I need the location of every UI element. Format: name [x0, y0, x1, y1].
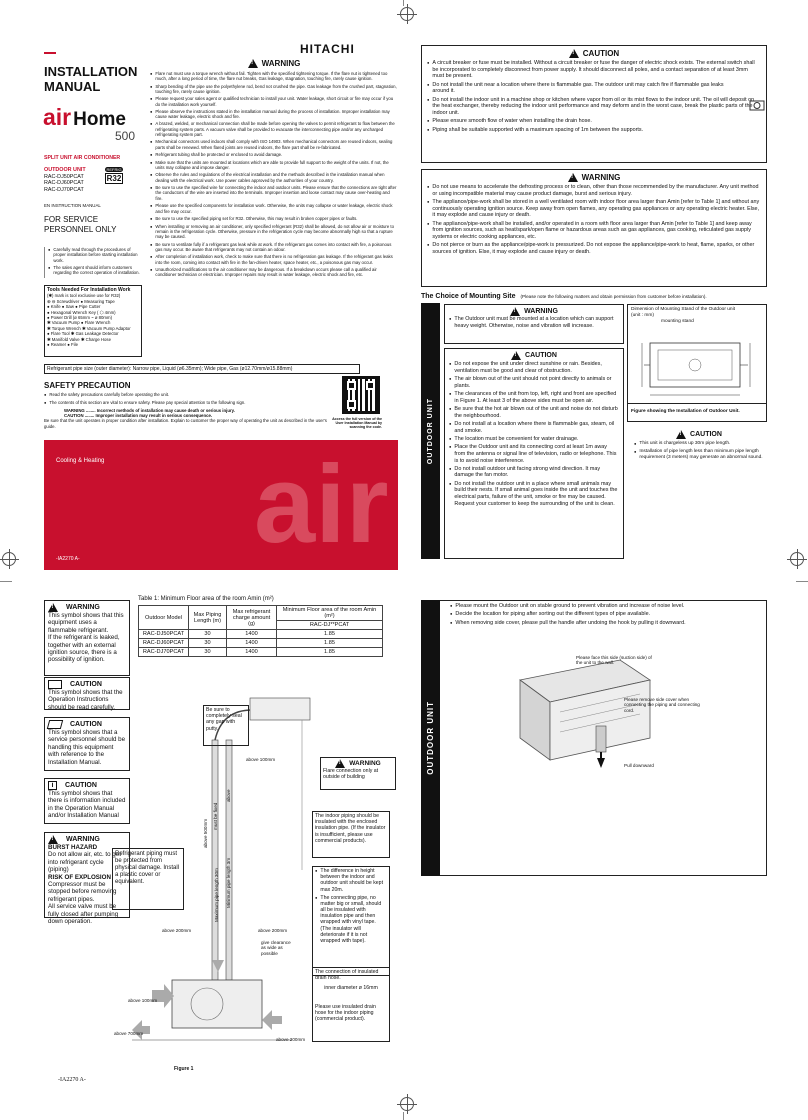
caution-icon — [676, 430, 686, 439]
red-dash — [44, 52, 56, 54]
dim-label: Minimum pipe length 3m — [226, 857, 231, 908]
warning-icon — [335, 759, 345, 768]
registration-mark — [2, 552, 16, 566]
warning-icon — [48, 835, 58, 844]
warning-item: ● A brazed, welded, or mechanical connection shall be made before opening the valves to permit refrigerant to flow between the refrigerating system parts. A vacuum valve shall be provided to evacuate the interconnecting pipe and/or any uncharged refrigerating system part. — [150, 121, 398, 137]
banner-text: Cooling & Heating — [56, 458, 105, 464]
dim-label: above 200mm — [276, 1037, 306, 1042]
dim-label: above 100mm — [246, 757, 276, 762]
book-icon — [48, 680, 62, 689]
indoor-pipe-note: The indoor piping should be insulated with the enclosed insulation pipe. (If the insulator is insufficient, please use commercial products). — [312, 811, 390, 858]
qr-caption: Access the full version of the User Installation Manual by scanning the code. — [332, 417, 382, 430]
cover-banner — [44, 440, 398, 570]
table1-caption: Table 1: Minimum Floor area of the room Amin (m²) — [138, 596, 274, 602]
mounting-title: The Choice of Mounting Site (Please note the following matters and obtain permission from customer before installation). — [421, 293, 707, 300]
warning-item: ● Make sure that the units are mounted at locations which are able to provide full support to the weight of the units. If not, the units may collapse and impose danger. — [150, 160, 398, 171]
warning-item: ● Observe the rules and regulations of the electrical installation and the methods described in the installation manual when dealing with the electrical work. Use power cables approved by the authorities of your country. — [150, 172, 398, 183]
warning-item: ● Flare nut must use a torque wrench without fail. Tighten with the specified tightening torque. If the flare nut is tightened too much, after a long period of time, the flare nut breaks, Gas leakage, stagnation, touching fire, rarely cause ignition. — [150, 71, 398, 82]
mount-warning-box: ! WARNING ● The Outdoor unit must be mounted at a location which can support heavy weight. Otherwise, noise and vibration will increase. — [444, 304, 624, 344]
caution-item: ● Place the Outdoor unit and its connecting cord at least 1m away from the antenna or signal line of television, radio or telephone. This is to avoid noise interference. — [449, 444, 619, 464]
drain-hose-box: The connection of insulated drain hose. inner diameter ø 16mm Please use insulated drain hose for the indoor piping (commercial product). — [312, 967, 390, 1042]
warning-item: ● Refrigerant tubing shall be protected or enclosed to avoid damage. — [150, 152, 398, 158]
burst-hazard-box: ! WARNING BURST HAZARD Do not allow air, etc. to get into refrigerant cycle (piping) RISK OF EXPLOSION Compressor must be stopped before removing refrigerant pipes. All service valve must be fully closed after pumping down operation. — [44, 832, 130, 918]
pipe-size-note: Refrigerant pipe size (outer diameter): Narrow pipe, Liquid (ø6.35mm); Wide pipe, Gas (ø12.70mm/ø15.88mm) — [44, 364, 360, 374]
manual-title: INSTALLATION MANUAL — [44, 64, 138, 94]
dim-label: must be fixed — [213, 802, 218, 830]
figure1-caption: Figure 1 — [174, 1066, 194, 1072]
height-difference-note: ● The difference in height between the indoor and outdoor unit should be kept max 20m. ● The connecting pipe, no matter big or small, should all be insulated with insulation pipe and then wrapped with vinyl tape. (The insulator will deteriorate if it is not wrapped with tape). — [312, 866, 390, 976]
side-cover-label: Please remove side cover when connecting the piping and connecting cord. — [624, 697, 700, 713]
r32-badge: REFRIG R32 — [106, 167, 122, 183]
flare-warning-box: ! WARNING Flare connection only at outside of building — [320, 757, 396, 790]
suction-side-label: Please face this side (suction side) of the unit to the wall. — [576, 655, 652, 666]
symbol-warning-box: ! WARNING This symbol shows that this equipment uses a flammable refrigerant. If the refrigerant is leaked, together with an external ignition source, there is a possibility of ignition. — [44, 600, 130, 676]
banner-code: -IA2270 A- — [56, 556, 80, 562]
warning-item: ● Mechanical connectors used indoors shall comply with ISO 14903. When mechanical connectors are reused indoors, sealing parts shall be renewed. When flared joints are reused indoors, the flare part shall be re-fabricated. — [150, 139, 398, 150]
airhome-logo: air Home — [43, 104, 126, 130]
outdoor-mount-box: ● Please mount the Outdoor unit on stable ground to prevent vibration and increase of noise level. ● Decide the location for piping after sorting out the different types of pipe available. ● When removing side cover, please pull the handle after undoing the hook by pulling it downward. — [421, 600, 767, 876]
mounting-dimension-box: Dimension of Mounting Stand of the Outdoor unit (unit : mm) mounting stand — [627, 304, 767, 422]
warning-box-top: ! WARNING ● Do not use means to accelerate the defrosting process or to clean, other than those recommended by the manufacturer. Any unit method or using incompatible material may cause product damage, burst and serious injury. ● The appliance/pipe-work shall be stored in a well ventilated room with indoor floor area larger than Amin [refer to Table 1] and without any continuously operating ignition source. Keep away from open flames, any operating gas appliances or any operating electric heater. Else, it may explode and cause injury or death. ● The appliance/pipe-work shall be installed, and/or operated in a room with floor area larger than Amin [refer to Table 1] and keep away from ignition sources, such as heat/spark/open flame or hazardous areas such as gas appliances, gas cooking, reticulated gas supply systems or electric cooking appliances, etc. ● Do not pierce or burn as the appliance/pipe-work is pressurized. Do not expose the appliance/pipe-work to heat, flame, sparks, or other sources of ignition. Else, it may explode and cause injury or death. — [421, 169, 767, 287]
caution-item: ● The location must be convenient for water drainage. — [449, 436, 619, 443]
warning-item: ● Be sure to use the specified wire for connecting the indoor and outdoor units. Please ensure that the connections are tight after the conductors of the wire are inserted into the terminals. Improper insertion and loose contact may cause over-heating and fire. — [150, 185, 398, 201]
wrench-book-icon — [47, 720, 63, 729]
warning-column: ! WARNING ● Flare nut must use a torque wrench without fail. Tighten with the specified tightening torque. If the flare nut is tightened too much, after a long period of time, the flare nut breaks, Gas leakage, stagnation, touching fire, rarely cause ignition. ● Sharp bending of the pipe use the polyethylene rod, bend not crushed the pipe. Gas leakage from the crushed part, stagnation, touching fire, rarely cause ignition. ● Please request your sales agent or qualified technician to install your unit. Water leakage, short circuit or fire may occur if you do the installation work yourself. ● Please observe the instructions stated in the installation manual during the process of installation. Improper installation may cause water leakage, electric shock and fire. ● A brazed, welded, or mechanical connection shall be made before opening the valves to permit refrigerant to flow between the refrigerating system parts. A vacuum valve shall be provided to evacuate the interconnecting pipe and/or any uncharged refrigerating system part. ● Mechanical connectors used indoors shall comply with ISO 14903. When mechanical connectors are reused indoors, sealing parts shall be renewed. When flared joints are reused indoors, the flare part shall be re-fabricated. ● Refrigerant tubing shall be protected or enclosed to avoid damage. ● Make sure that the units are mounted at locations which are able to provide full support to the weight of the units. If not, the units may collapse and impose danger. ● Observe the rules and regulations of the electrical installation and the methods described in the installation manual when dealing with the electrical work. Use power cables approved by the authorities of your country. ● Be sure to use the specified wire for connecting the indoor and outdoor units. Please ensure that the connections are tight after the conductors of the wire are inserted into the terminals. Improper insertion and loose contact may cause over-heating and fire. ● Please use the specified components for installation work. Otherwise, the units may collapse or water leakage, electric shock and fire may occur. ● Be sure to use the specified piping set for R32. Otherwise, this may result in broken copper pipes or faults. ● When installing or removing an air conditioner, only specified refrigerant (R32) shall be allowed, do not allow air or moisture to remain in the refrigeration cycle. Otherwise, pressure in the refrigeration cycle may become abnormally high so that a rupture may be caused. ● Be sure to ventilate fully if a refrigerant gas leak while at work. If the refrigerant gas comes into contact with fire, a poisonous gas may occur. Be aware that refrigerants may not contain an odour. ● After completion of installation work, check to make sure that there is no refrigeration gas leakage. If the refrigerant gas leaks into the room, coming into contact with fire in the fan-driven heater, space heater, etc., a poisonous gas may occur. ● Unauthorized modifications to the air conditioner may be dangerous. If a breakdown occurs please call a qualified air conditioner technician or electrician. Improper repairs may result in water leakage, electric shock and fire, etc. — [150, 59, 398, 279]
product-subtitle: SPLIT UNIT AIR CONDITIONER — [44, 155, 121, 161]
mount-caution2: ! CAUTION ● This unit is chargeless up 30m pipe length. ● Installation of pipe length less than minimum pipe length requirement (3 meters) may generate an abnormal sound. — [634, 430, 764, 462]
banner-air: air — [254, 443, 389, 566]
registration-mark — [790, 552, 804, 566]
table-row: RAC-DJ50PCAT 30 1400 1.85 — [139, 630, 383, 639]
symbol-caution-info: i CAUTION This symbol shows that there is information included in the Operation Manual and/or Installation Manual — [44, 778, 130, 824]
outdoor-unit-sidebar: OUTDOOR UNIT — [421, 600, 440, 876]
warning-item: ● Please observe the instructions stated in the installation manual during the process of installation. Improper installation may cause water leakage, electric shock and fire. — [150, 109, 398, 120]
caution-item: ● The clearances of the unit from top, left, right and front are specified in Figure 1. At least 3 of the above sides must be open air. — [449, 391, 619, 404]
symbol-caution-manual: CAUTION This symbol shows that the Operation Instructions should be read carefully. — [44, 677, 130, 710]
warning-icon — [248, 59, 258, 68]
warning-item: ● Please request your sales agent or qualified technician to install your unit. Water leakage, short circuit or fire may occur if you do the installation work yourself. — [150, 96, 398, 107]
warning-item: ● Please use the specified components for installation work. Otherwise, the units may collapse or water leakage, electric shock and fire may occur. — [150, 203, 398, 214]
caution-item: ● Do not install the outdoor unit in a place where small animals may build their nests. If small animal goes inside the unit and touches the electrical parts, failure of the unit, smoke or fire may be caused. Request your customer to keep the surrounding of the unit is clean. — [449, 481, 619, 507]
document-code: -IA2270 A- — [58, 1077, 86, 1083]
table-row: RAC-DJ60PCAT 30 1400 1.85 — [139, 639, 383, 648]
caution-item: ● Do not install at a location where there is flammable gas, steam, oil and smoke. — [449, 421, 619, 434]
gas-hazard-icon — [748, 98, 766, 112]
min-floor-area-table: Outdoor Model Max Piping Length (m) Max refrigerant charge amount (g) Minimum Floor area of the room Amin (m²) RAC-DJ**PCAT RAC-DJ50PCAT 30 1400 1.85 RAC-DJ60PCAT 30 1400 1.85 RAC-DJ70PCAT 30 1400 1.85 — [138, 605, 383, 657]
model-list: OUTDOOR UNIT RAC-DJ50PCAT RAC-DJ60PCAT RAC-DJ70PCAT — [44, 167, 86, 193]
warning-item: ● When installing or removing an air conditioner, only specified refrigerant (R32) shall be allowed, do not allow air or moisture to remain in the refrigeration cycle. Otherwise, pressure in the refrigeration cycle may become abnormally high so that a rupture may be caused. — [150, 224, 398, 240]
registration-mark — [400, 7, 414, 21]
dim-label: above 500mm — [203, 818, 208, 848]
install-notes: ● Carefully read through the procedures of proper installation before starting installation work. ● The sales agent should inform customers regarding the correct operation of installation. — [44, 247, 142, 278]
language-label: EN INSTRUCTION MANUAL — [44, 203, 101, 208]
safety-text: ● Read the safety precautions carefully before operating the unit. ● The contents of this section are vital to ensure safety. Please pay special attention to the following sign. WARNING ........ Incorrect methods of installation may cause death or serious injury. CAUTION ........ Improper installation may result in serious consequence. Be sure that the unit operates in proper condition after installation. Explain to customer the proper way of operating the unit as described in the user's guide. — [44, 392, 334, 429]
service-note: FOR SERVICE PERSONNEL ONLY — [44, 215, 117, 234]
dim-label: Maximum pipe length 30m — [214, 868, 219, 922]
caution-item: ● Do not expose the unit under direct sunshine or rain. Besides, ventilation must be good and clear of obstruction. — [449, 361, 619, 374]
caution-item: ● Be sure that the hot air blown out of the unit and noise do not disturb the neighbourhood. — [449, 406, 619, 419]
warning-item: ● After completion of installation work, check to make sure that there is no refrigeration gas leakage. If the refrigerant gas leaks into the room, coming into contact with fire in the fan-driven heater, space heater, etc., a poisonous gas may occur. — [150, 254, 398, 265]
caution-icon — [569, 49, 579, 58]
dim-label: above 100mm — [128, 998, 158, 1003]
dim-label: above 200mm — [258, 928, 288, 933]
dim-label: above 700mm — [114, 1031, 144, 1036]
dim-label: above — [226, 789, 231, 802]
qr-code — [342, 376, 380, 414]
warning-item: ● Be sure to use the specified piping set for R32. Otherwise, this may result in broken copper pipes or faults. — [150, 216, 398, 222]
symbol-caution-service: CAUTION This symbol shows that a service personnel should be handling this equipment with reference to the Installation Manual. — [44, 717, 130, 771]
warning-item: ● Unauthorized modifications to the air conditioner may be dangerous. If a breakdown occurs please call a qualified air conditioner technician or electrician. Improper repairs may result in water leakage, electric shock and fire, etc. — [150, 267, 398, 278]
refrigerant-protect-note: Refrigerant piping must be protected from physical damage. Install a plastic cover or equivalent. — [112, 848, 184, 910]
caution-item: ● The air blown out of the unit should not point directly to animals or plants. — [449, 376, 619, 389]
flammable-icon — [48, 603, 58, 612]
dim-label: give clearance as wide as possible — [261, 940, 291, 956]
registration-mark — [400, 1097, 414, 1111]
hitachi-logo: HITACHI — [300, 42, 355, 56]
figure-caption-mount: Figure showing the Installation of Outdoor Unit. — [627, 403, 767, 422]
caution-item: ● Do not install outdoor unit facing strong wind direction. It may damage the fan motor. — [449, 466, 619, 479]
warning-item: ● Be sure to ventilate fully if a refrigerant gas leak while at work. If the refrigerant gas comes into contact with fire, a poisonous gas may occur. Be aware that refrigerants may not contain an odour. — [150, 242, 398, 253]
dim-label: above 200mm — [162, 928, 192, 933]
warning-icon — [510, 307, 520, 316]
table-row: RAC-DJ70PCAT 30 1400 1.85 — [139, 648, 383, 657]
seal-putty-note: Be sure to completely seal any gap with putty. — [203, 705, 249, 746]
warning-item: ● Sharp bending of the pipe use the polyethylene rod, bend not crushed the pipe. Gas leakage from the crushed part, stagnation, touching fire, rarely cause ignition. — [150, 84, 398, 95]
safety-title: SAFETY PRECAUTION — [44, 381, 131, 390]
caution-icon — [511, 351, 521, 360]
logo-500: 500 — [115, 129, 136, 143]
tools-box: Tools Needed For Installation Work (✱) mark is tool exclusive use for R32) ⊕ ⊖ Screwdriver ● Measuring Tape ● Knife ● Saw ● Pipe Cutter ● Hexagonal Wrench Key ( ⬡ 4mm) ● Power Drill (ø 65mm ~ ø 80mm) ✱ Vacuum Pump ● Flare Wrench ✱ Torque Wrench ✱ Vacuum Pump Adaptor ● Flare Tool ✱ Gas Leakage Detector ✱ Manifold Valve ✱ Charge Hose ● Reamer ● File — [44, 285, 142, 357]
caution-box-top: ! CAUTION ● A circuit breaker or fuse must be installed. Without a circuit breaker or fuse the danger of electric shock exists. The external switch shall be incorporated to completely disconnect from power supply. It should disconnect all poles, and a contact separation of at least 3mm must be present. ● Do not install the unit near a location where there is flammable gas. The outdoor unit may catch fire if flammable gas leaks around it. ● Do not install the indoor unit in a machine shop or kitchen where vapor from oil or its mist flows to the indoor unit. The oil will deposit on the heat exchanger, thereby reducing the indoor unit performance and may deform and in the worst case, break the plastic parts of the indoor unit. ● Please ensure smooth flow of water when installing the drain hose. ● Piping shall be suitable supported with a maximum spacing of 1m between the supports. — [421, 45, 767, 163]
outdoor-unit-sidebar: OUTDOOR UNIT — [421, 303, 440, 559]
pull-downward-label: Pull downward — [624, 763, 654, 768]
warning-icon — [568, 173, 578, 182]
info-icon: i — [48, 781, 57, 790]
mount-caution-box: ! CAUTION ● Do not expose the unit under direct sunshine or rain. Besides, ventilation must be good and clear of obstruction. ● The air blown out of the unit should not point directly to animals or plants. ● The clearances of the unit from top, left, right and front are specified in Figure 1. At least 3 of the above sides must be open air. ● Be sure that the hot air blown out of the unit and noise do not disturb the neighbourhood. ● Do not install at a location where there is flammable gas, steam, oil and smoke. ● The location must be convenient for water drainage. ● Place the Outdoor unit and its connecting cord at least 1m away from the antenna or signal line of television, radio or telephone. This is to avoid noise interference. ● Do not install outdoor unit facing strong wind direction. It may damage the fan motor. ● Do not install the outdoor unit in a place where small animals may build their nests. If small animal goes inside the unit and touches the electrical parts, failure of the unit, smoke or fire may be caused. Request your customer to keep the surrounding of the unit is clean. — [444, 348, 624, 559]
